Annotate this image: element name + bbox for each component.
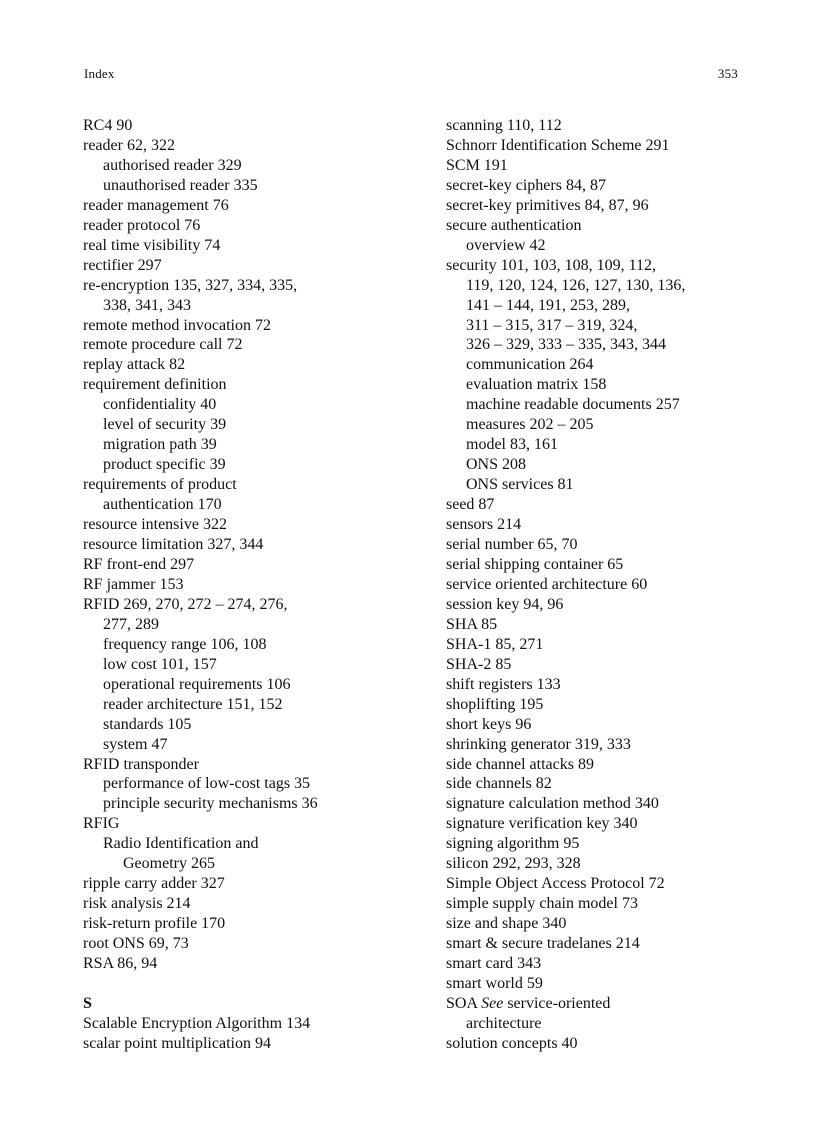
index-entry: remote method invocation 72 (83, 316, 271, 334)
index-entry: scanning 110, 112 (446, 117, 562, 134)
index-subentry: authentication 170 (103, 496, 222, 514)
index-entry: RC4 90 (83, 117, 133, 134)
index-entry: SHA-1 85, 271 (446, 635, 544, 653)
index-subentry: performance of low-cost tags 35 (103, 775, 311, 793)
index-entry: re-encryption 135, 327, 334, 335, (83, 276, 298, 294)
index-subentry: 119, 120, 124, 126, 127, 130, 136, (466, 276, 686, 294)
index-subentry: overview 42 (466, 236, 546, 254)
index-subentry: measures 202 – 205 (466, 416, 594, 434)
index-entry: risk analysis 214 (83, 895, 191, 913)
index-entry: service oriented architecture 60 (446, 575, 648, 593)
index-entry: Simple Object Access Protocol 72 (446, 875, 665, 893)
index-entry: reader protocol 76 (83, 216, 201, 234)
index-subentry: unauthorised reader 335 (103, 176, 258, 194)
index-entry: serial shipping container 65 (446, 555, 624, 573)
index-subentry: authorised reader 329 (103, 156, 242, 174)
index-entry: seed 87 (446, 496, 495, 514)
index-subentry: 311 – 315, 317 – 319, 324, (466, 316, 638, 334)
index-subentry: frequency range 106, 108 (103, 635, 267, 653)
index-subentry: standards 105 (103, 715, 192, 733)
index-entry: SCM 191 (446, 156, 508, 174)
index-entry: risk-return profile 170 (83, 915, 226, 933)
index-subentry: operational requirements 106 (103, 675, 291, 693)
index-subentry: Radio Identification and (103, 835, 259, 853)
index-entry: remote procedure call 72 (83, 336, 243, 354)
index-entry: simple supply chain model 73 (446, 895, 638, 913)
index-entry: signature calculation method 340 (446, 795, 659, 813)
index-entry: requirements of product (83, 476, 237, 494)
index-entry: Schnorr Identification Scheme 291 (446, 136, 670, 154)
index-entry: short keys 96 (446, 715, 532, 733)
index-entry: secret-key ciphers 84, 87 (446, 176, 606, 194)
index-entry: shrinking generator 319, 333 (446, 735, 631, 753)
section-gap (83, 974, 413, 994)
running-head-title: Index (84, 66, 115, 81)
index-entry: SHA-2 85 (446, 655, 512, 673)
index-subentry: evaluation matrix 158 (466, 376, 607, 394)
index-entry: signature verification key 340 (446, 815, 638, 833)
index-entry: silicon 292, 293, 328 (446, 855, 581, 873)
index-entry: root ONS 69, 73 (83, 935, 189, 953)
index-subentry: level of security 39 (103, 416, 227, 434)
index-entry: RFID 269, 270, 272 – 274, 276, (83, 595, 288, 613)
index-subentry: 338, 341, 343 (103, 296, 191, 314)
index-subentry: product specific 39 (103, 456, 226, 474)
index-entry: rectifier 297 (83, 256, 162, 274)
index-entry: replay attack 82 (83, 356, 186, 374)
index-entry: secure authentication (446, 216, 582, 234)
index-subentry: ONS services 81 (466, 476, 574, 494)
index-entry: RFIG (83, 815, 120, 833)
index-entry: sensors 214 (446, 516, 522, 534)
index-entry: side channels 82 (446, 775, 552, 793)
index-entry: ripple carry adder 327 (83, 875, 225, 893)
index-entry: smart world 59 (446, 974, 543, 992)
index-entry: scalar point multiplication 94 (83, 1034, 271, 1052)
see-reference-label: See (481, 994, 504, 1012)
index-entry: RF front-end 297 (83, 555, 195, 573)
index-entry: secret-key primitives 84, 87, 96 (446, 196, 649, 214)
index-subentry: architecture (466, 1014, 542, 1032)
index-subentry: machine readable documents 257 (466, 396, 680, 414)
section-letter: S (83, 994, 92, 1012)
index-entry: resource limitation 327, 344 (83, 536, 264, 554)
index-subentry: 277, 289 (103, 615, 159, 633)
index-entry: session key 94, 96 (446, 595, 564, 613)
index-entry: SHA 85 (446, 615, 498, 633)
index-entry: RFID transponder (83, 755, 199, 773)
index-column-right (446, 116, 756, 1054)
index-subentry: model 83, 161 (466, 436, 558, 454)
index-entry: resource intensive 322 (83, 516, 227, 534)
index-entry: real time visibility 74 (83, 236, 221, 254)
index-subentry: reader architecture 151, 152 (103, 695, 283, 713)
index-entry: reader 62, 322 (83, 136, 175, 154)
index-entry: RSA 86, 94 (83, 955, 158, 973)
index-entry: shift registers 133 (446, 675, 561, 693)
index-entry: reader management 76 (83, 196, 229, 214)
index-entry: requirement definition (83, 376, 227, 394)
index-subentry: ONS 208 (466, 456, 527, 474)
index-subentry: system 47 (103, 735, 168, 753)
index-entry: side channel attacks 89 (446, 755, 594, 773)
index-subentry: communication 264 (466, 356, 594, 374)
index-subentry: 326 – 329, 333 – 335, 343, 344 (466, 336, 666, 354)
index-entry: smart & secure tradelanes 214 (446, 935, 640, 953)
index-subentry: Geometry 265 (123, 855, 215, 873)
index-subentry: 141 – 144, 191, 253, 289, (466, 296, 630, 314)
index-entry: size and shape 340 (446, 915, 567, 933)
page-number: 353 (717, 66, 738, 81)
index-entry: solution concepts 40 (446, 1034, 578, 1052)
index-entry: Scalable Encryption Algorithm 134 (83, 1014, 311, 1032)
index-subentry: migration path 39 (103, 436, 217, 454)
index-entry: shoplifting 195 (446, 695, 544, 713)
index-entry: signing algorithm 95 (446, 835, 580, 853)
index-entry: serial number 65, 70 (446, 536, 578, 554)
see-reference-target: service-oriented (503, 994, 611, 1012)
index-entry: SOA See service-oriented (446, 994, 611, 1012)
index-subentry: principle security mechanisms 36 (103, 795, 318, 813)
index-entry: smart card 343 (446, 955, 542, 973)
index-subentry: confidentiality 40 (103, 396, 217, 414)
index-entry: security 101, 103, 108, 109, 112, (446, 256, 657, 274)
index-subentry: low cost 101, 157 (103, 655, 217, 673)
index-entry: RF jammer 153 (83, 575, 184, 593)
index-column-left (83, 116, 413, 1054)
